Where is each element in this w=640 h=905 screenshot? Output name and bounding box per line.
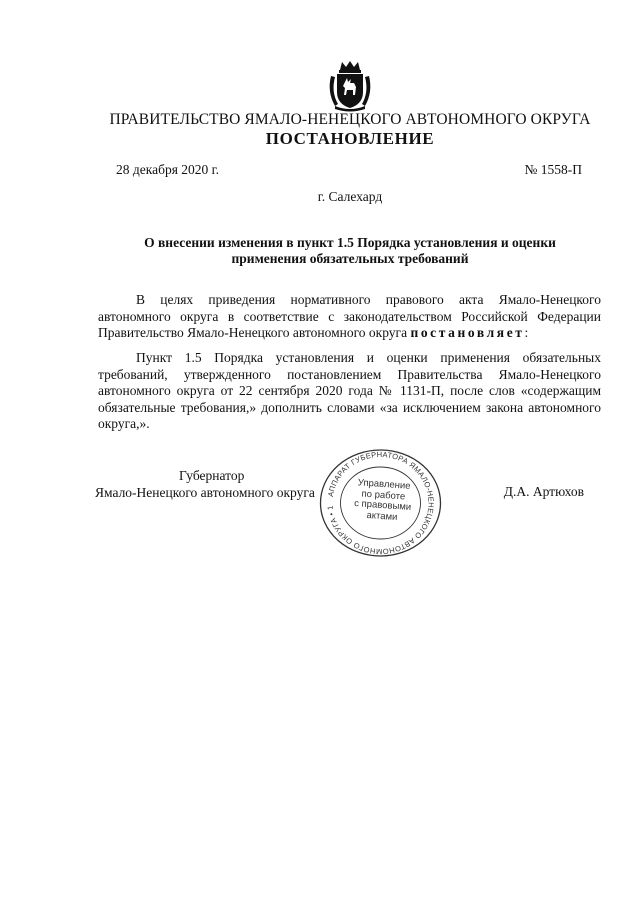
stamp-ring-text: АППАРАТ ГУБЕРНАТОРА ЯМАЛО-НЕНЕЦКОГО АВТОНОМНОГО ОКРУГА • 1 [325,449,436,557]
stamp-inner-text [337,477,430,525]
stamp-line: Управление [357,477,411,492]
coat-of-arms-icon [325,60,375,112]
document-city: г. Салехард [317,189,383,204]
document-number: № 1558-П [524,162,582,177]
stamp-line: по работе [361,488,406,503]
body-paragraph-1 [98,292,601,342]
decree-keyword: постановляет [410,325,525,340]
document-date: 28 декабря 2020 г. [116,162,220,177]
body-paragraph-2: Пункт 1.5 Порядка установления и оценки применения обязательных требований, утвержденного постановлением Правительства Ямало-Ненецкого автономного округа от 22 сентября 2020 года № 1131-П, после слов «содержащим обязательные требования,» дополнить словами «за исключением закона автономного округа,». [98,350,601,431]
stamp-line: с правовыми [353,498,412,513]
organization-title: ПРАВИТЕЛЬСТВО ЯМАЛО-НЕНЕЦКОГО АВТОНОМНОГО ОКРУГА [109,111,591,128]
signatory-position-line-2: Ямало-Ненецкого автономного округа [95,484,315,500]
paragraph-1-colon: : [524,325,529,340]
signatory-position [95,468,335,501]
signatory-position-line-1: Губернатор [179,468,245,483]
paragraph-1-text: В целях приведения нормативного правового акта Ямало-Ненецкого автономного округа в соответствие с законодательством Российской Федерации Правительство Ямало-Ненецкого автономного округа [98,292,601,340]
signatory-name: Д.А. Артюхов [503,484,584,499]
stamp-line: актами [366,509,398,523]
document-type-title: ПОСТАНОВЛЕНИЕ [265,129,435,148]
document-subject: О внесении изменения в пункт 1.5 Порядка установления и оценки применения обязательных требований [144,235,556,266]
